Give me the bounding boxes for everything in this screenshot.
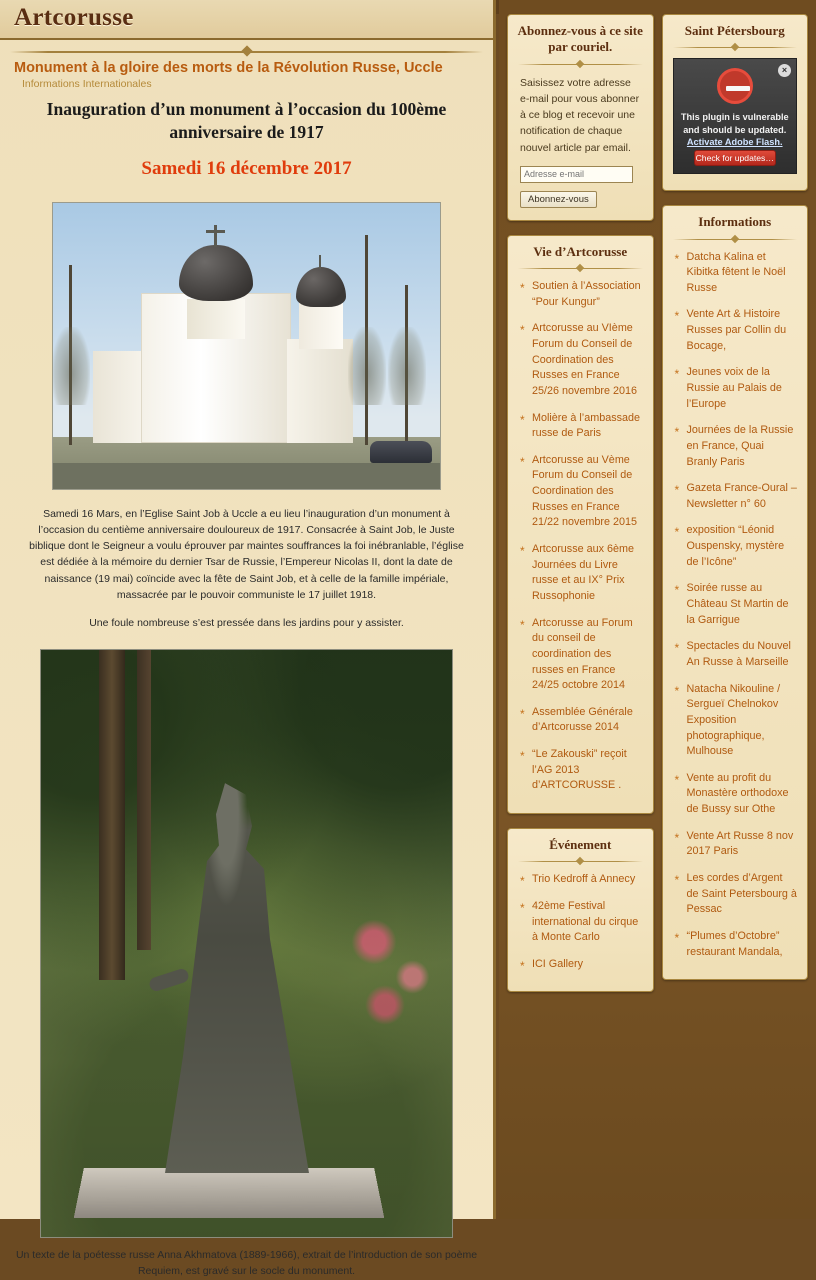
widget-evenement	[507, 828, 654, 992]
post-body-paragraph: Samedi 16 Mars, en l’Eglise Saint Job à Uccle a eu lieu l’inauguration d’un monument à l’occasion du centième anniversaire douloureux de 1917. Consacrée à Saint Job, le Juste biblique dont le Seigneur a voulu éprouver par maintes souffrances la foi inébranlable, l’église est dédiée à la mémoire du dernier Tsar de Russie, l’Empereur Nicolas II, dont la date de naissance (19 mai) coïncide avec la fête de Saint Job, et à celle de la famille impériale, massacrée par le pouvoir communiste le 17 juillet 1918.	[29, 507, 464, 601]
informations-link-list	[663, 250, 808, 961]
list-item-label[interactable]: Artcorusse au Vème Forum du Conseil de Coordination des Russes en France 21/22 novembre 2015	[532, 453, 638, 529]
list-item-label[interactable]: Vente Art & Histoire Russes par Collin du Bocage,	[686, 308, 787, 352]
list-item[interactable]	[675, 639, 798, 670]
photo2-wrapper	[0, 649, 493, 1238]
list-item[interactable]	[520, 542, 643, 605]
list-item-label[interactable]: “Plumes d’Octobre” restaurant Mandala,	[686, 929, 783, 958]
widget-saint-petersbourg	[662, 14, 809, 191]
photo1-wrapper	[0, 202, 493, 490]
list-item[interactable]	[675, 365, 798, 412]
list-item[interactable]	[520, 453, 643, 531]
widget-divider	[518, 264, 643, 273]
list-item[interactable]	[520, 705, 643, 736]
list-item-label[interactable]: “Le Zakouski” reçoit l’AG 2013 d’ARTCORUSSE .	[532, 748, 627, 792]
list-item-label[interactable]: 42ème Festival international du cirque à Monte Carlo	[532, 899, 639, 944]
monument-photo[interactable]	[40, 649, 453, 1238]
list-item-label[interactable]: Trio Kedroff à Annecy	[532, 873, 636, 886]
list-item[interactable]	[675, 929, 798, 960]
widget-divider	[518, 60, 643, 69]
list-item-label[interactable]: Artcorusse aux 6ème Journées du Livre russe et au IX° Prix Russophonie	[532, 543, 635, 602]
post-category[interactable]: Monument à la gloire des morts de la Révolution Russe, Uccle	[14, 60, 443, 76]
list-item[interactable]	[675, 523, 798, 570]
post-date: Samedi 16 décembre 2017	[141, 157, 352, 179]
orthodox-cross-icon	[214, 225, 217, 247]
vie-link-list	[508, 279, 653, 794]
list-item[interactable]	[675, 871, 798, 918]
list-item-label[interactable]: Gazeta France-Oural – Newsletter n° 60	[686, 482, 797, 510]
list-item[interactable]	[520, 872, 643, 888]
tree-icon	[365, 235, 368, 445]
widget-title: Informations	[698, 214, 772, 230]
post-subcategory[interactable]: Informations Internationales	[22, 78, 152, 90]
list-item-label[interactable]: Assemblée Générale d’Artcorusse 2014	[532, 705, 633, 734]
list-item[interactable]	[675, 423, 798, 470]
evenement-link-list	[508, 872, 653, 972]
list-item[interactable]	[520, 616, 643, 694]
flash-warning-text	[680, 111, 791, 148]
church-drum	[187, 299, 245, 339]
road-region	[53, 463, 440, 489]
church-photo[interactable]	[52, 202, 441, 490]
sidebar-column-right	[662, 14, 809, 1006]
list-item[interactable]	[520, 747, 643, 794]
list-item-label[interactable]: Journées de la Russie en France, Quai Branly Paris	[686, 424, 794, 468]
tree-trunk	[137, 650, 151, 950]
list-item-label[interactable]: Artcorusse au VIème Forum du Conseil de Coordination des Russes en France 25/26 novembre 2016	[532, 322, 638, 397]
list-item-label[interactable]: Jeunes voix de la Russie au Palais de l’Europe	[686, 366, 782, 410]
list-item-label[interactable]: Datcha Kalina et Kibitka fêtent le Noël Russe	[686, 250, 786, 294]
list-item[interactable]	[675, 771, 798, 818]
list-item-label[interactable]: Molière à l’ambassade russe de Paris	[532, 411, 641, 440]
monument-plinth	[74, 1168, 384, 1218]
blocked-plugin-icon	[717, 68, 753, 104]
post-body-paragraph-2: Une foule nombreuse s’est pressée dans les jardins pour y assister.	[89, 617, 404, 630]
tree-icon	[69, 265, 72, 445]
check-for-updates-button[interactable]: Check for updates…	[694, 150, 776, 166]
flash-warning-line2: and should be updated.	[683, 124, 787, 135]
tree-trunk	[99, 650, 125, 980]
list-item[interactable]	[675, 307, 798, 354]
widget-newsletter	[507, 14, 654, 221]
parked-car	[370, 441, 432, 463]
list-item[interactable]	[675, 250, 798, 297]
list-item[interactable]	[675, 829, 798, 860]
list-item[interactable]	[675, 481, 798, 512]
widget-title: Vie d’Artcorusse	[533, 243, 628, 259]
widget-divider	[673, 43, 798, 52]
widget-title: Événement	[549, 837, 612, 853]
church-left-wing	[93, 351, 145, 443]
list-item[interactable]	[520, 411, 643, 442]
widget-title: Saint Pétersbourg	[684, 23, 785, 38]
list-item[interactable]	[520, 957, 643, 973]
list-item-label[interactable]: Spectacles du Nouvel An Russe à Marseille	[686, 640, 791, 668]
widget-vie-artcorusse	[507, 235, 654, 814]
list-item-label[interactable]: ICI Gallery	[532, 957, 583, 970]
flash-warning-line1: This plugin is vulnerable	[680, 112, 789, 123]
list-item[interactable]	[520, 899, 643, 946]
activate-flash-link[interactable]: Activate Adobe Flash.	[686, 137, 783, 148]
list-item[interactable]	[520, 321, 643, 399]
widget-divider	[518, 857, 643, 866]
list-item-label[interactable]: Vente Art Russe 8 nov 2017 Paris	[686, 829, 794, 858]
tower-cross-icon	[319, 255, 321, 269]
list-item[interactable]	[520, 279, 643, 310]
close-icon[interactable]: ×	[778, 64, 791, 77]
flower-bed	[341, 900, 451, 1040]
list-item-label[interactable]: Vente au profit du Monastère orthodoxe de Bussy sur Othe	[686, 771, 789, 816]
page-title: Inauguration d’un monument à l’occasion du 100ème anniversaire de 1917	[46, 99, 447, 142]
sidebar-column-left	[507, 14, 654, 1006]
widget-title: Abonnez-vous à ce site par couriel.	[517, 23, 643, 55]
list-item-label[interactable]: Soutien à l’Association “Pour Kungur”	[532, 280, 641, 308]
widget-informations	[662, 205, 809, 980]
church-bell-tower	[299, 303, 343, 349]
list-item-label[interactable]: Soirée russe au Château St Martin de la Garrigue	[686, 582, 789, 626]
list-item-label[interactable]: Natacha Nikouline / Sergueï Chelnokov Exposition photographique, Mulhouse	[686, 682, 781, 758]
church-right-wing	[287, 339, 353, 443]
tree-icon	[405, 285, 408, 445]
email-field[interactable]	[520, 166, 633, 183]
site-title[interactable]: Artcorusse	[14, 4, 134, 31]
ornamental-divider	[10, 46, 483, 56]
list-item[interactable]	[675, 581, 798, 628]
sidebar-region	[499, 0, 816, 1219]
flash-plugin-placeholder[interactable]	[673, 58, 798, 174]
list-item[interactable]	[675, 682, 798, 760]
subscribe-button[interactable]: Abonnez-vous	[520, 191, 597, 208]
site-masthead	[0, 0, 493, 40]
list-item-label[interactable]: Les cordes d’Argent de Saint Petersbourg à Pessac	[686, 872, 797, 916]
photo-caption: Un texte de la poétesse russe Anna Akhmatova (1889-1966), extrait de l’introduction de son poème Requiem, est gravé sur le socle du monument.	[15, 1249, 478, 1277]
list-item-label[interactable]: exposition “Léonid Ouspensky, mystère de l’Icône”	[686, 524, 785, 568]
widget-divider	[673, 235, 798, 244]
list-item-label[interactable]: Artcorusse au Forum du conseil de coordination des russes en France 24/25 octobre 2014	[532, 616, 633, 692]
newsletter-description: Saisissez votre adresse e-mail pour vous abonner à ce blog et recevoir une notification de chaque nouvel article par email.	[520, 76, 640, 154]
